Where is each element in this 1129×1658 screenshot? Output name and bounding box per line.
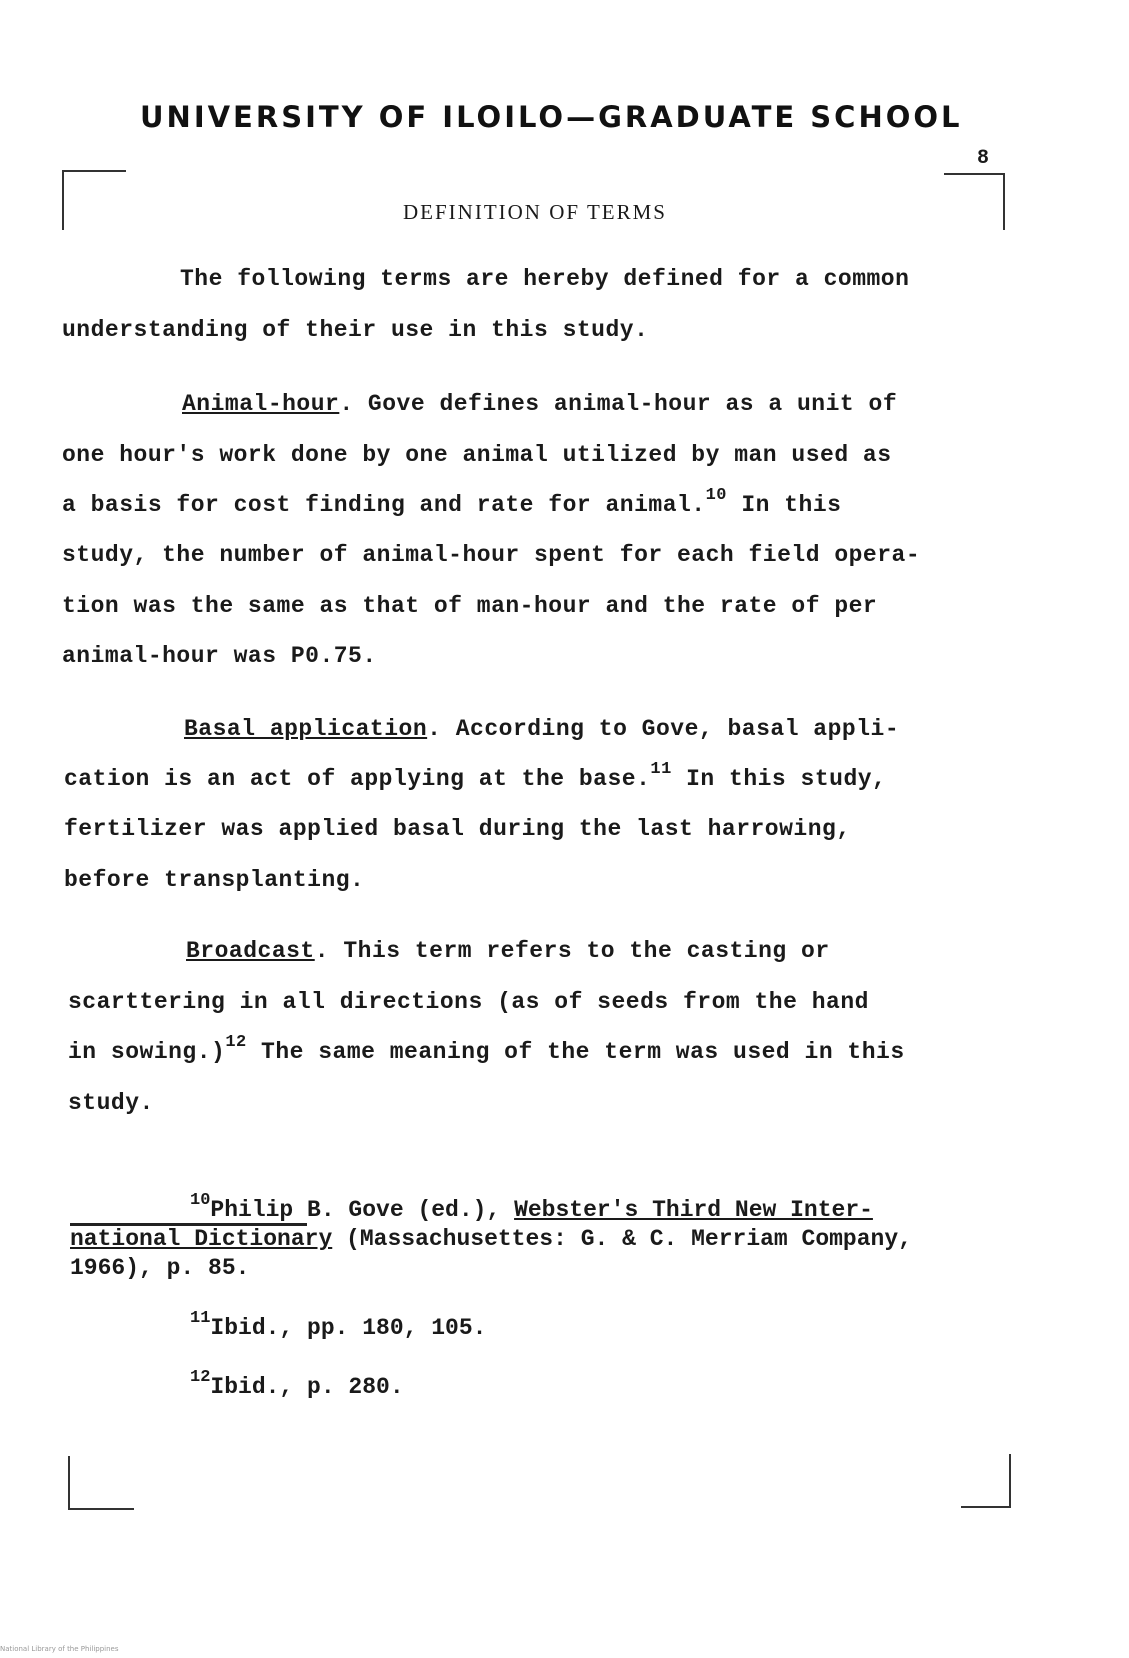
basal-line-1 xyxy=(184,716,899,742)
basal-line-1-text: . According to Gove, basal appli- xyxy=(427,716,900,742)
footnote-10-line-1 xyxy=(190,1191,873,1223)
animal-hour-line-3-text: a basis for cost finding and rate for animal. xyxy=(62,492,706,518)
term-basal-application: Basal application xyxy=(184,716,428,742)
basal-line-3: fertilizer was applied basal during the last harrowing, xyxy=(64,816,851,842)
page-title: DEFINITION OF TERMS xyxy=(403,200,667,224)
corner-mark-top-left xyxy=(62,170,126,230)
basal-line-2-rest: In this study, xyxy=(671,766,887,792)
animal-hour-line-2: one hour's work done by one animal utilized by man used as xyxy=(62,442,892,468)
broadcast-line-1 xyxy=(186,938,830,964)
footnote-10-publisher: (Massachusettes: G. & C. Merriam Company, xyxy=(332,1226,912,1252)
footnote-ref-10: 10 xyxy=(705,486,728,505)
corner-mark-bottom-right xyxy=(961,1454,1011,1508)
footnote-11 xyxy=(190,1309,487,1341)
footnote-10-line-3: 1966), p. 85. xyxy=(70,1255,250,1281)
animal-hour-line-3 xyxy=(62,486,842,518)
footnote-10-title-2: national Dictionary xyxy=(70,1226,333,1252)
footnote-12-number: 12 xyxy=(190,1368,211,1387)
term-animal-hour: Animal-hour xyxy=(182,391,340,417)
intro-line-1: The following terms are hereby defined for a common xyxy=(180,266,910,292)
animal-hour-line-1 xyxy=(182,391,897,417)
broadcast-line-3 xyxy=(68,1033,905,1065)
animal-hour-line-3-rest: In this xyxy=(727,492,842,518)
basal-line-2-text: cation is an act of applying at the base. xyxy=(64,766,651,792)
school-header: UNIVERSITY OF ILOILO—GRADUATE SCHOOL xyxy=(140,100,963,134)
broadcast-line-4: study. xyxy=(68,1090,154,1116)
footnote-10-author: Philip B. Gove (ed.), xyxy=(210,1197,515,1223)
basal-line-4: before transplanting. xyxy=(64,867,365,893)
page-number: 8 xyxy=(977,147,990,170)
broadcast-line-3-rest: The same meaning of the term was used in this xyxy=(246,1039,905,1065)
footnote-11-number: 11 xyxy=(190,1309,211,1328)
animal-hour-line-4: study, the number of animal-hour spent for each field opera- xyxy=(62,542,921,568)
animal-hour-line-6: animal-hour was P0.75. xyxy=(62,643,377,669)
footnote-10-line-2 xyxy=(70,1226,912,1252)
scan-footer: National Library of the Philippines xyxy=(0,1645,119,1653)
broadcast-line-1-text: . This term refers to the casting or xyxy=(314,938,830,964)
footnote-ref-11: 11 xyxy=(650,760,672,779)
footnote-10-title-1: Webster's Third New Inter- xyxy=(514,1197,873,1223)
corner-mark-bottom-left xyxy=(68,1456,134,1510)
footnote-12 xyxy=(190,1368,404,1400)
term-broadcast: Broadcast xyxy=(186,938,315,964)
basal-line-2 xyxy=(64,760,887,792)
broadcast-line-2: scarttering in all directions (as of seeds from the hand xyxy=(68,989,869,1015)
footnote-12-text: Ibid., p. 280. xyxy=(210,1374,404,1400)
footnote-10-number: 10 xyxy=(190,1191,211,1210)
corner-mark-top-right xyxy=(944,173,1005,230)
animal-hour-line-1-text: . Gove defines animal-hour as a unit of xyxy=(339,391,898,417)
footnote-11-text: Ibid., pp. 180, 105. xyxy=(210,1315,487,1341)
footnote-ref-12: 12 xyxy=(225,1033,247,1052)
animal-hour-line-5: tion was the same as that of man-hour and the rate of per xyxy=(62,593,878,619)
intro-line-2: understanding of their use in this study. xyxy=(62,317,649,343)
broadcast-line-3-text: in sowing.) xyxy=(68,1039,226,1065)
